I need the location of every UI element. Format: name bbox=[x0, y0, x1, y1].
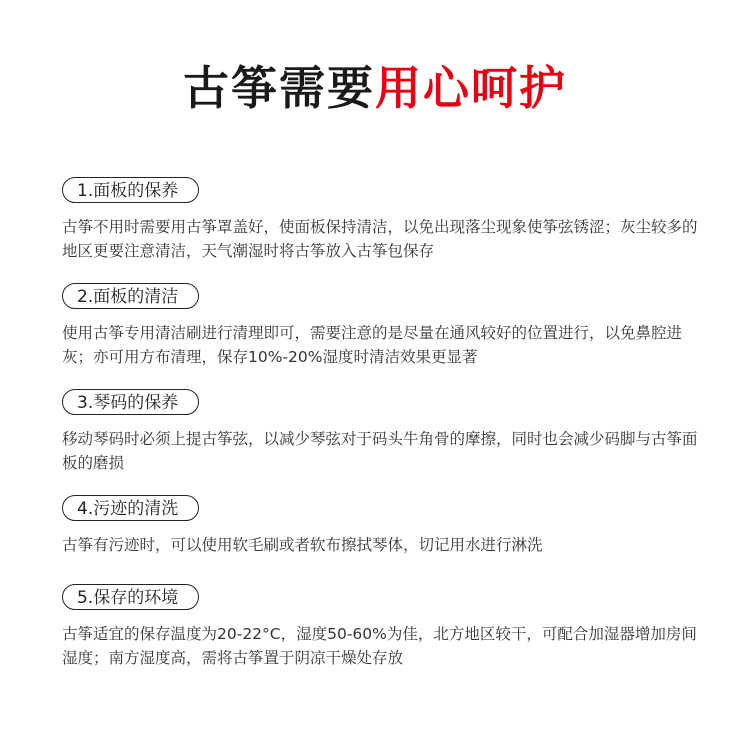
section-heading: 4.污迹的清洗 bbox=[62, 495, 199, 521]
page-title-part1: 古筝需要 bbox=[183, 61, 375, 115]
section-text: 使用古筝专用清洁刷进行清理即可，需要注意的是尽量在通风较好的位置进行，以免鼻腔进灰；亦可用方布清理，保存10%-20%湿度时清洁效果更显著 bbox=[62, 324, 683, 366]
section-storage-environment bbox=[62, 584, 702, 670]
section-heading: 5.保存的环境 bbox=[62, 584, 199, 610]
page-title-part2: 用心呵护 bbox=[375, 61, 567, 115]
section-stain-cleaning bbox=[62, 495, 702, 557]
section-text: 古筝有污迹时，可以使用软毛刷或者软布擦拭琴体，切记用水进行淋洗 bbox=[62, 536, 543, 554]
section-heading: 3.琴码的保养 bbox=[62, 389, 199, 415]
section-heading: 2.面板的清洁 bbox=[62, 283, 199, 309]
page-title bbox=[0, 58, 750, 118]
section-panel-care bbox=[62, 177, 702, 263]
section-panel-cleaning bbox=[62, 283, 702, 369]
section-text: 古筝不用时需要用古筝罩盖好，使面板保持清洁，以免出现落尘现象使筝弦锈涩；灰尘较多的地区更要注意清洁，天气潮湿时将古筝放入古筝包保存 bbox=[62, 218, 698, 260]
section-text: 移动琴码时必须上提古筝弦，以减少琴弦对于码头牛角骨的摩擦，同时也会减少码脚与古筝面板的磨损 bbox=[62, 430, 698, 472]
section-text: 古筝适宜的保存温度为20-22°C，湿度50-60%为佳，北方地区较干，可配合加湿器增加房间湿度；南方湿度高，需将古筝置于阴凉干燥处存放 bbox=[62, 625, 697, 667]
section-bridge-care bbox=[62, 389, 702, 475]
section-heading: 1.面板的保养 bbox=[62, 177, 199, 203]
